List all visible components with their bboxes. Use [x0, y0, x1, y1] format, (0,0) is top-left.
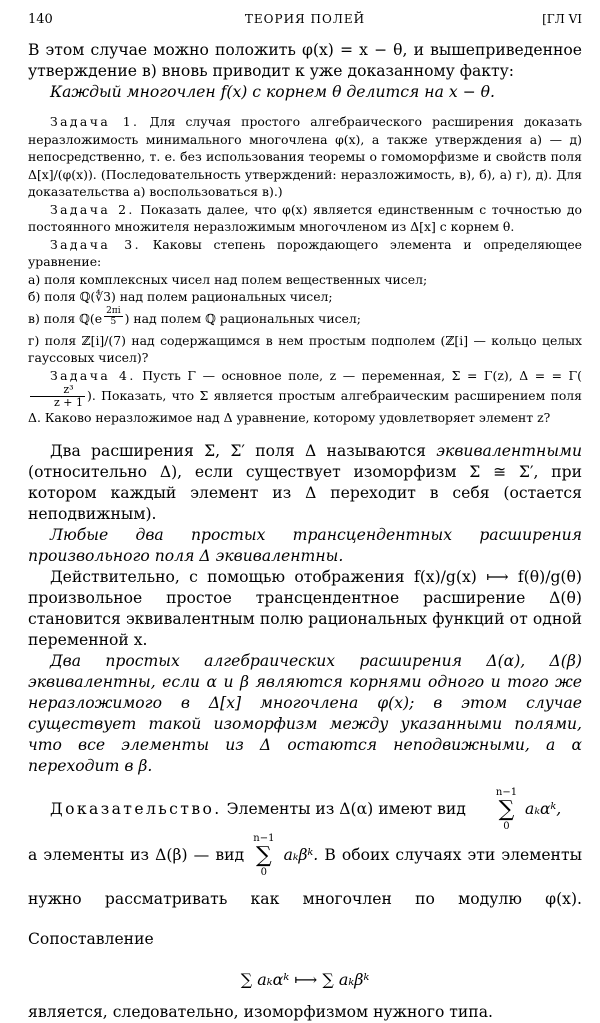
task-3-v-suffix: ) над полем ℚ рациональных чисел; [124, 310, 361, 326]
task-3-item-v [28, 306, 582, 332]
proof-text-c: В обоих случаях эти элементы нужно рассматривать как многочлен по модулю φ(x). Сопоставление [28, 845, 582, 948]
proof-text-a: Элементы из Δ(α) имеют вид [226, 799, 466, 818]
task-3-item-a: а) поля комплексных чисел над полем вещественных чисел; [28, 271, 428, 287]
task-3-v-prefix: в) поля ℚ(e [28, 310, 103, 326]
task-4 [28, 367, 582, 427]
proof-line-1 [28, 787, 582, 833]
intro-paragraph: В этом случае можно положить φ(x) = x − θ, и вышеприведенное утверждение в) вновь приводит к уже доказанному факту: [28, 41, 582, 80]
definition-text-a: Два расширения Σ, Σ′ поля Δ называются [50, 441, 437, 460]
task-4-text-1: Пусть Γ — основное поле, z — переменная, Σ = Γ(z), Δ = = Γ( [142, 367, 582, 383]
proof-text-b: а элементы из Δ(β) — вид [28, 845, 245, 864]
task-3-b-prefix: б) поля ℚ( [28, 289, 96, 304]
task-2-label: Задача 2. [50, 201, 135, 217]
sum-lower-limit: 0 [260, 866, 268, 878]
sum-lower-limit: 0 [503, 820, 510, 832]
proof-term-beta: aₖβᵏ. [283, 845, 319, 864]
tasks-block [28, 113, 582, 427]
proof-label: Доказательство. [50, 799, 222, 818]
task-1 [28, 113, 582, 201]
proof-conclusion: является, следовательно, изоморфизмом нужного типа. [28, 1002, 493, 1021]
chapter-label: [ГЛ VI [542, 12, 582, 26]
transcendental-theorem: Любые два простых трансцендентных расширения произвольного поля Δ эквивалентны. [28, 525, 582, 565]
equivalence-definition [28, 441, 582, 525]
task-3-b-suffix: ) над полем рациональных чисел; [111, 289, 333, 304]
page-number: 140 [28, 12, 53, 27]
task-4-fraction [30, 384, 85, 409]
task-3 [28, 236, 582, 271]
task-3-text: Каковы степень порождающего элемента и определяющее уравнение: [28, 236, 582, 269]
exponent-denominator: 5 [110, 316, 117, 327]
page-header [28, 10, 582, 34]
task-1-text: Для случая простого алгебраического расширения доказать неразложимость минимального многочлена φ(x), а также утверждения а) — д) непосредственно, т. е. без использования теоремы о гомоморфизме и свойств поля Δ[x]/(φ(x)). (Последовательность утверждений: неразложимость, в), б), а) г), д). Для доказательства а) воспользоваться в).) [28, 114, 582, 199]
task-2-text: Показать далее, что φ(x) является единственным с точностью до постоянного множителя неразложимым многочленом из Δ[x] с корнем θ. [28, 201, 582, 234]
sum-symbol: n−1 ∑ 0 [253, 832, 275, 878]
definition-term: эквивалентными [436, 441, 582, 460]
task-3-item-g: г) поля ℤ[i]/(7) над содержащимся в нем простым подполем (ℤ[i] — кольцо целых гауссовых чисел)? [28, 332, 582, 365]
proof-section [28, 787, 582, 1023]
page [28, 10, 582, 1023]
intro-statement: Каждый многочлен f(x) с корнем θ делится на x − θ. [50, 83, 495, 101]
task-1-label: Задача 1. [50, 114, 140, 129]
proof-term-alpha: aₖαᵏ, [525, 799, 562, 818]
task-3-item-b [28, 288, 582, 306]
sum-upper-limit: n−1 [253, 832, 275, 844]
transcendental-proof: Действительно, с помощью отображения f(x)/g(x) ⟼ f(θ)/g(θ) произвольное простое трансцендентное расширение Δ(θ) становится эквивалентным полю рациональных функций от одной переменной x. [28, 567, 582, 649]
task-2 [28, 201, 582, 236]
running-title: ТЕОРИЯ ПОЛЕЙ [244, 12, 366, 26]
equivalence-section [28, 441, 582, 777]
definition-text-b: (относительно Δ), если существует изоморфизм Σ ≅ Σ′, при котором каждый элемент из Δ переходит в себя (остается неподвижным). [28, 462, 582, 523]
task-3-b-root: ∜3 [95, 289, 111, 304]
exponent-fraction [104, 306, 123, 327]
fraction-denominator: z + 1 [54, 396, 84, 409]
task-3-label: Задача 3. [50, 236, 141, 252]
exponent-numerator: 2πi [106, 305, 121, 316]
task-4-label: Задача 4. [50, 367, 136, 383]
fraction-numerator: z³ [30, 384, 85, 397]
proof-formula: ∑ aₖαᵏ ⟼ ∑ aₖβᵏ [240, 969, 370, 989]
task-4-text-2: ). Показать, что Σ является простым алгебраическим расширением поля Δ. Каково неразложимое над Δ уравнение, которому удовлетворяет элемент z? [28, 388, 582, 425]
algebraic-theorem: Два простых алгебраических расширения Δ(α), Δ(β) эквивалентны, если α и β являются корнями одного и того же неразложимого в Δ[x] многочлена φ(x); в этом случае существует такой изоморфизм между указанными полями, что все элементы из Δ остаются неподвижными, а α переходит в β. [28, 651, 582, 775]
sum-upper-limit: n−1 [495, 786, 518, 798]
proof-line-2 [28, 833, 582, 959]
sum-symbol: n−1 ∑ 0 [474, 787, 517, 833]
